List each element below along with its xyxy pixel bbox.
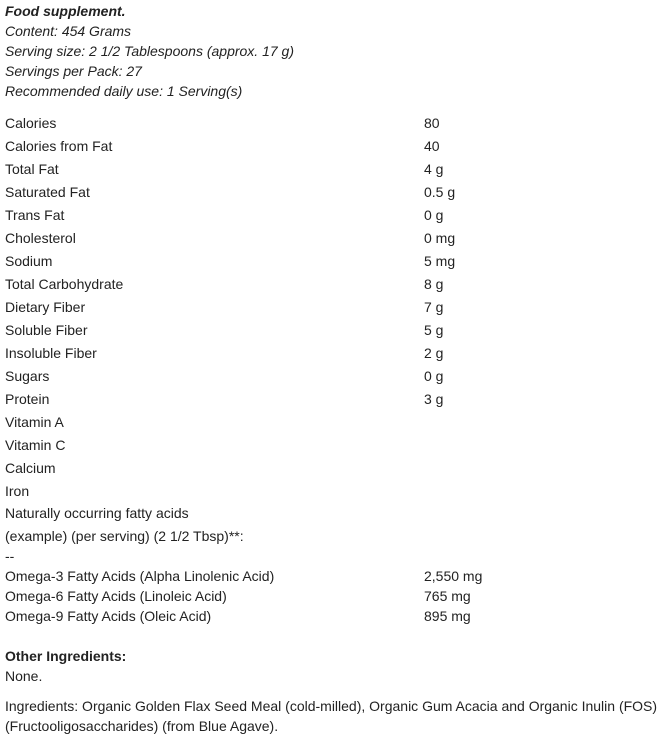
nutrient-value: 895 mg <box>424 608 471 624</box>
fatty-acids-table <box>5 566 660 626</box>
nutrient-value: 5 g <box>424 321 444 338</box>
nutrition-row <box>5 111 660 134</box>
nutrient-name: Omega-9 Fatty Acids (Oleic Acid) <box>5 608 212 624</box>
nutrient-value: 0 g <box>424 206 444 223</box>
nutrition-row <box>5 433 660 456</box>
ingredients-text: Ingredients: Organic Golden Flax Seed Meal (cold-milled), Organic Gum Acacia and Organic Inulin (FOS) (Fructooligosaccharides) (from Blue Agave). <box>5 698 658 734</box>
nutrition-row <box>5 226 660 249</box>
nutrient-value <box>424 479 660 502</box>
servings-per-pack: Servings per Pack: 27 <box>5 63 142 79</box>
nutrient-value: 40 <box>424 137 440 154</box>
serving-size: Serving size: 2 1/2 Tablespoons (approx. 17 g) <box>5 43 294 59</box>
nutrient-value: 2 g <box>424 344 444 361</box>
product-info <box>5 0 660 736</box>
nutrition-row <box>5 387 660 410</box>
nutrient-name: Saturated Fat <box>5 183 90 200</box>
nutrient-value <box>424 456 660 479</box>
nutrient-name: Total Carbohydrate <box>5 275 124 292</box>
nutrition-row <box>5 410 660 433</box>
nutrient-name: Insoluble Fiber <box>5 344 97 361</box>
fatty-acid-row <box>5 606 660 626</box>
recommended-use: Recommended daily use: 1 Serving(s) <box>5 83 243 99</box>
nutrient-value <box>424 410 660 433</box>
fatty-acids-section <box>5 502 660 626</box>
product-title: Food supplement. <box>5 3 126 19</box>
nutrient-name: Iron <box>5 482 30 499</box>
other-ingredients-title: Other Ingredients: <box>5 648 127 664</box>
nutrition-table <box>5 111 660 502</box>
nutrient-value <box>424 433 660 456</box>
nutrient-name: Cholesterol <box>5 229 76 246</box>
nutrition-row <box>5 272 660 295</box>
nutrition-row <box>5 341 660 364</box>
nutrient-value: 8 g <box>424 275 444 292</box>
nutrition-row <box>5 157 660 180</box>
fatty-acids-divider: -- <box>5 548 15 564</box>
fatty-acid-row <box>5 586 660 606</box>
other-ingredients-none: None. <box>5 668 43 684</box>
content-amount: Content: 454 Grams <box>5 23 132 39</box>
nutrient-name: Calories from Fat <box>5 137 113 154</box>
product-header <box>5 0 660 101</box>
nutrient-name: Calcium <box>5 459 56 476</box>
nutrient-name: Trans Fat <box>5 206 65 223</box>
nutrient-name: Vitamin C <box>5 436 66 453</box>
nutrient-value: 0 g <box>424 367 444 384</box>
nutrient-name: Protein <box>5 390 50 407</box>
nutrition-row <box>5 364 660 387</box>
nutrient-name: Sugars <box>5 367 50 384</box>
nutrient-value: 0 mg <box>424 229 456 246</box>
nutrient-name: Dietary Fiber <box>5 298 86 315</box>
fatty-acids-subheading: (example) (per serving) (2 1/2 Tbsp)**: <box>5 528 244 544</box>
nutrient-value: 3 g <box>424 390 444 407</box>
nutrition-row <box>5 318 660 341</box>
nutrient-name: Calories <box>5 114 57 131</box>
nutrient-value: 2,550 mg <box>424 568 483 584</box>
fatty-acid-row <box>5 566 660 586</box>
nutrient-name: Soluble Fiber <box>5 321 88 338</box>
nutrient-value: 765 mg <box>424 588 471 604</box>
nutrition-row <box>5 134 660 157</box>
nutrition-row <box>5 180 660 203</box>
nutrient-value: 80 <box>424 114 440 131</box>
nutrient-value: 4 g <box>424 160 444 177</box>
fatty-acids-heading: Naturally occurring fatty acids <box>5 505 189 521</box>
nutrient-value: 0.5 g <box>424 183 456 200</box>
nutrient-value: 5 mg <box>424 252 456 269</box>
nutrient-name: Omega-3 Fatty Acids (Alpha Linolenic Acid) <box>5 568 275 584</box>
nutrient-name: Sodium <box>5 252 53 269</box>
nutrition-row <box>5 295 660 318</box>
nutrition-row <box>5 203 660 226</box>
nutrition-row <box>5 479 660 502</box>
nutrition-row <box>5 456 660 479</box>
nutrient-value: 7 g <box>424 298 444 315</box>
nutrition-row <box>5 249 660 272</box>
nutrient-name: Vitamin A <box>5 413 64 430</box>
nutrient-name: Omega-6 Fatty Acids (Linoleic Acid) <box>5 588 227 604</box>
nutrient-name: Total Fat <box>5 160 59 177</box>
